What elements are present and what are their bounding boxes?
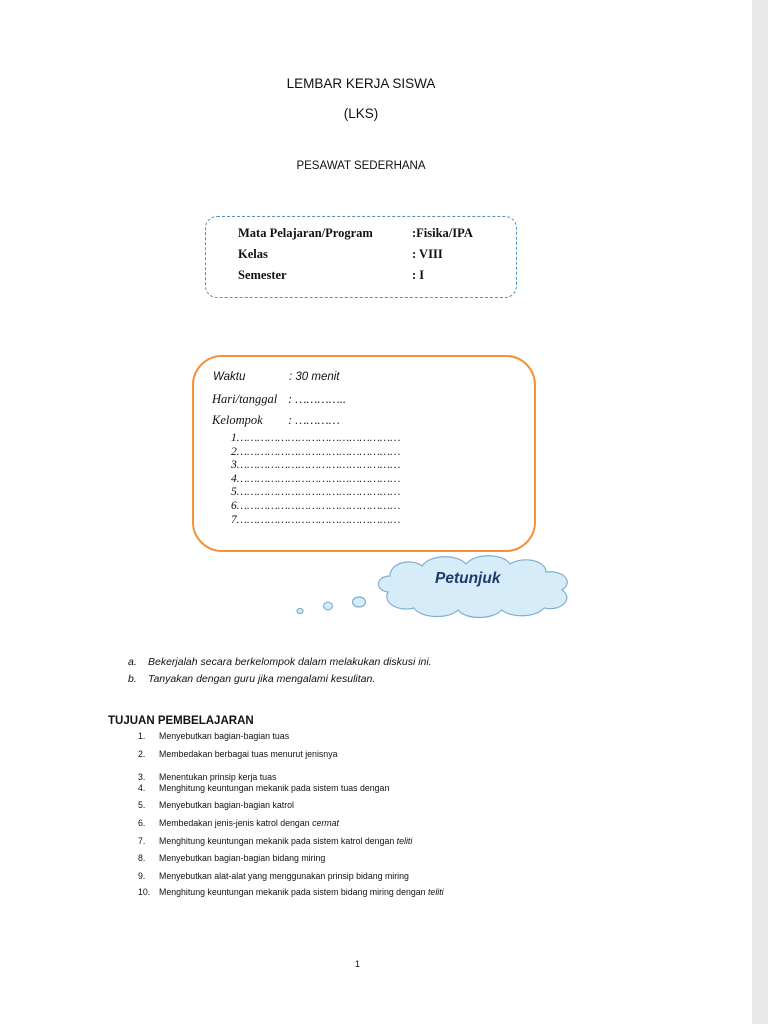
time-row: [213, 371, 340, 383]
info-value: : VIII: [412, 247, 443, 261]
objective-number: 9.: [138, 871, 146, 881]
time-label: Waktu: [213, 371, 246, 383]
objective-text: Menghitung keuntungan mekanik pada sistem bidang miring dengan: [159, 887, 428, 897]
info-label: Mata Pelajaran/Program: [238, 226, 373, 240]
objective-number: 4.: [138, 783, 146, 793]
time-value: : 30 menit: [289, 371, 340, 383]
info-row-semester: [238, 268, 425, 283]
member-line: 1…………………………………………: [231, 432, 401, 444]
instruction-text: Bekerjalah secara berkelompok dalam melakukan diskusi ini.: [148, 656, 432, 668]
date-row: [212, 392, 346, 407]
info-row-subject: [238, 226, 473, 241]
instruction-text: Tanyakan dengan guru jika mengalami kesulitan.: [148, 673, 376, 685]
objective-text: Menghitung keuntungan mekanik pada sistem katrol dengan: [159, 836, 397, 846]
info-label: Kelas: [238, 247, 268, 261]
info-value: : I: [412, 268, 425, 282]
page-number: 1: [355, 959, 361, 969]
objective-item: [138, 800, 294, 810]
objective-item: [138, 783, 389, 793]
date-value: : …………..: [288, 392, 346, 406]
worksheet-subtitle: (LKS): [343, 106, 379, 121]
member-line: 6…………………………………………: [231, 499, 401, 512]
list-marker: a.: [128, 656, 137, 668]
objective-text: Menentukan prinsip kerja tuas: [159, 772, 277, 782]
objective-emphasis: cermat: [312, 818, 339, 828]
objective-text: Menghitung keuntungan mekanik pada sistem tuas dengan: [159, 783, 390, 793]
member-line: 4…………………………………………: [231, 472, 401, 485]
objective-emphasis: teliti: [396, 836, 413, 846]
group-row: [212, 413, 340, 428]
objective-number: 3.: [138, 772, 146, 782]
objective-item: [138, 853, 325, 863]
objective-emphasis: teliti: [427, 887, 444, 897]
member-line: 5…………………………………………: [231, 486, 401, 499]
list-item: [128, 656, 432, 673]
worksheet-topic: PESAWAT SEDERHANA: [296, 160, 426, 172]
objective-item: [138, 871, 409, 881]
objective-text: Membedakan berbagai tuas menurut jenisnya: [159, 749, 338, 759]
objective-text: Menyebutkan bagian-bagian bidang miring: [159, 853, 326, 863]
objective-item: [138, 731, 289, 741]
objective-item: [138, 749, 338, 759]
objective-text: Membedakan jenis-jenis katrol dengan: [159, 818, 313, 828]
member-list: [231, 432, 400, 527]
objective-item: [138, 887, 444, 897]
objectives-heading: TUJUAN PEMBELAJARAN: [108, 715, 254, 727]
objective-number: 2.: [138, 749, 146, 759]
member-line: 3…………………………………………: [231, 459, 401, 472]
objective-number: 1.: [138, 731, 146, 741]
info-row-class: [238, 247, 443, 262]
objective-number: 10.: [138, 887, 151, 897]
info-label: Semester: [238, 268, 287, 282]
objective-item: [138, 818, 339, 828]
objective-text: Menyebutkan bagian-bagian katrol: [159, 800, 294, 810]
member-line: 2…………………………………………: [231, 445, 401, 458]
objective-text: Menyebutkan bagian-bagian tuas: [159, 731, 290, 741]
objective-item: [138, 836, 412, 846]
objective-number: 5.: [138, 800, 146, 810]
petunjuk-label: Petunjuk: [435, 570, 501, 587]
member-line: 7…………………………………………: [231, 513, 401, 526]
list-marker: b.: [128, 673, 137, 685]
list-item: [128, 673, 432, 690]
group-value: : …………: [288, 413, 340, 427]
objective-number: 8.: [138, 853, 146, 863]
worksheet-title: LEMBAR KERJA SISWA: [286, 76, 436, 91]
objective-text: Menyebutkan alat-alat yang menggunakan prinsip bidang miring: [159, 871, 409, 881]
objective-number: 7.: [138, 836, 146, 846]
objective-number: 6.: [138, 818, 146, 828]
date-label: Hari/tanggal: [212, 392, 278, 406]
group-label: Kelompok: [212, 413, 263, 427]
objective-item: [138, 772, 276, 782]
info-value: :Fisika/IPA: [412, 226, 473, 240]
instruction-list: [128, 656, 432, 690]
